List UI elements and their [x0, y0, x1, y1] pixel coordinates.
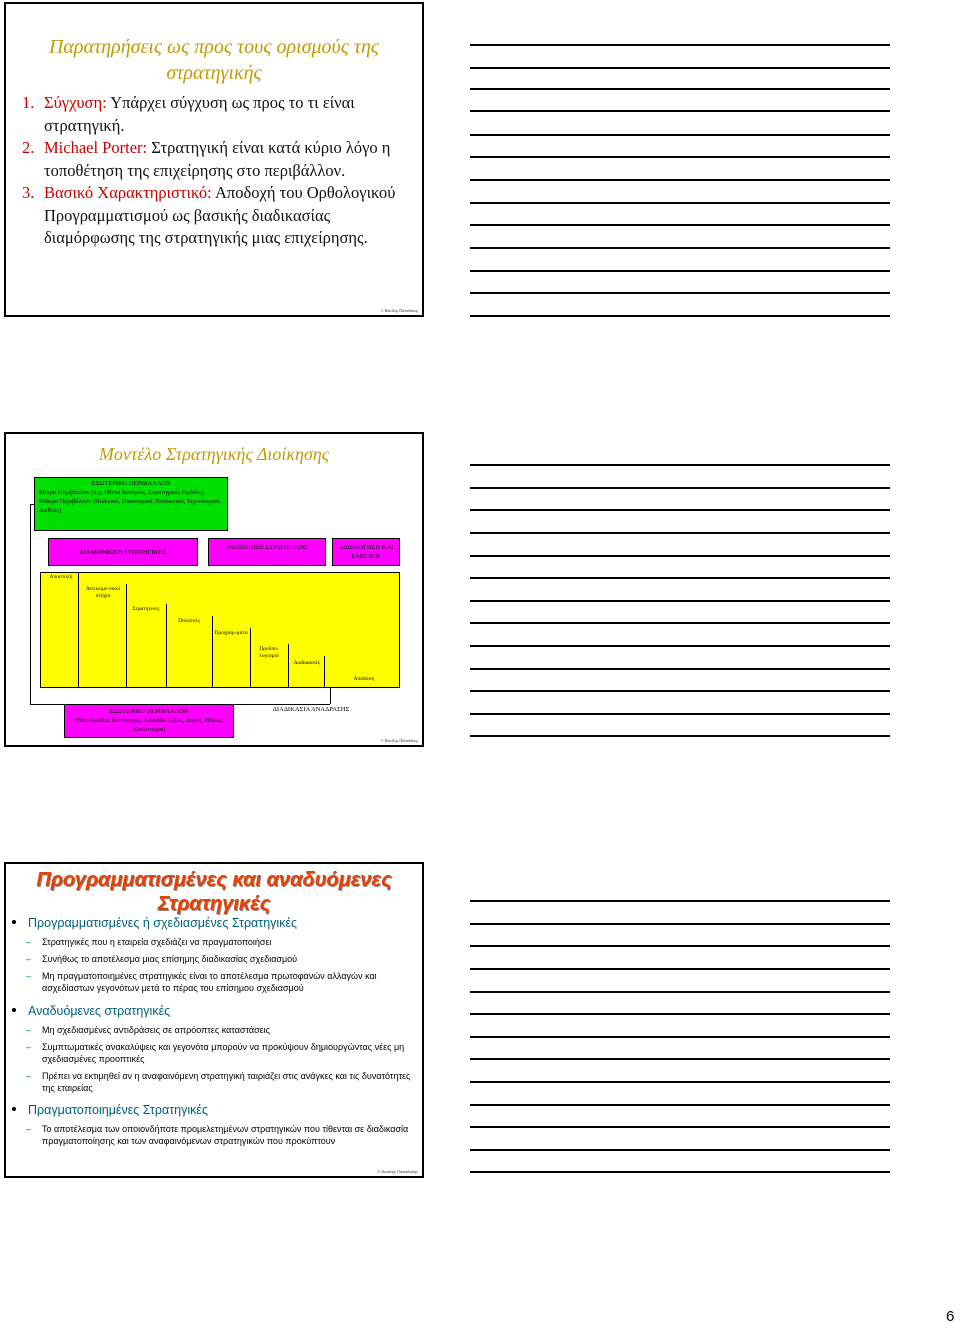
external-env-micro: Μίκρο Περιβάλλον (π.χ. Πέντε δυνάμεις, Στρατηγικές Ομάδες)	[39, 489, 204, 496]
item-number: 1.	[22, 93, 35, 112]
item-text: Στρατηγική είναι κατά κύριο λόγο η τοποθέτηση της επιχείρησης στο περιβάλλον.	[44, 138, 391, 180]
slide-observations	[4, 2, 424, 317]
item-text: Μη σχεδιασμένες αντιδράσεις σε απρόοπτες καταστάσεις	[42, 1025, 271, 1035]
internal-env-detail: (Θεμελιώδεις Ικανότητες, Αλυσίδα Αξίας, Δομές, Πόροι, Κουλτούρα)	[75, 717, 223, 733]
divider	[166, 604, 167, 688]
evaluation-box	[332, 538, 400, 566]
internal-env-heading: ΕΣΩΤΕΡΙΚΟ ΠΕΡΙΒΑΛΛΟΝ	[109, 708, 189, 715]
formulation-box	[48, 538, 198, 566]
list-item	[22, 182, 408, 250]
item-text: Συνήθως το αποτέλεσμα μιας επίσημης διαδικασίας σχεδιασμού	[42, 954, 298, 964]
item-number: 2.	[22, 138, 35, 157]
section-heading	[28, 1103, 208, 1117]
item-text: Υπάρχει σύγχυση ως προς το τι είναι στρατηγική.	[44, 93, 355, 135]
divider	[78, 572, 79, 688]
list-item: – Συμπτωματικές ανακαλύψεις και γεγονότα μπορούν να προκύψουν δημιουργώντας νέες μη σχεδιασμένες προοπτικές	[26, 1042, 405, 1064]
feedback-line	[30, 504, 34, 505]
item-key: Michael Porter:	[44, 138, 148, 157]
formulation-label: ΔΙΑΜΟΡΦΩΣΗ ΣΤΡΑΤΗΓΙΚΗΣ	[79, 549, 167, 556]
feedback-line	[330, 688, 331, 704]
section-heading-text: Αναδυόμενες στρατηγικές	[28, 1004, 171, 1018]
copyright: © Βασίλης Παπαδάκης	[380, 738, 418, 743]
step-procedures: Διαδικασίες	[293, 660, 321, 666]
external-env-heading: ΕΞΩΤΕΡΙΚΟ ΠΕΡΙΒΑΛΛΟΝ	[91, 480, 171, 487]
item-text: Στρατηγικές που η εταιρεία σχεδιάζει να πραγματοποιήσει	[42, 937, 272, 947]
item-text: Αποδοχή του Ορθολογικού Προγραμματισμού ως βασικής διαδικασίας διαμόρφωσης της στρατηγικής μιας επιχείρησης.	[44, 183, 396, 247]
title-line-2: Στρατηγικές	[157, 893, 271, 915]
list-item: – Στρατηγικές που η εταιρεία σχεδιάζει να πραγματοποιήσει	[26, 937, 272, 947]
divider	[212, 616, 213, 688]
feedback-line	[30, 504, 31, 704]
slide-strategic-model	[4, 432, 424, 747]
page-number: 6	[946, 1308, 955, 1325]
copyright: © Βασίλης Παπαδάκης	[380, 308, 418, 313]
step-mission: Αποστολή	[49, 574, 73, 580]
implementation-box	[208, 538, 326, 566]
list-item: – Πρέπει να εκτιμηθεί αν η αναφαινόμενη στρατηγική ταιριάζει στις ανάγκες και τις δυνατότητες της εταιρείας	[26, 1071, 411, 1093]
implementation-label: ΥΛΟΠΟΙΗΣΗ ΣΤΡΑΤΗΓΙΚΗΣ	[226, 544, 308, 551]
step-objectives: Αντικειμε-νικοί στόχοι	[85, 586, 121, 599]
step-budgets: Προϋπο-λογισμοί	[259, 646, 279, 659]
list-item	[22, 137, 408, 182]
external-environment-box	[34, 477, 228, 531]
slide-title	[6, 34, 422, 86]
item-text: Πρέπει να εκτιμηθεί αν η αναφαινόμενη στρατηγική ταιριάζει στις ανάγκες και τις δυνατότητες της εταιρείας	[42, 1071, 411, 1093]
list-item: – Το αποτέλεσμα των οποιονδήποτε προμελετημένων στρατηγικών που τίθενται σε διαδικασία πραγματοποίησης και των αναφαινόμενων στρατηγικών που προκύπτουν	[26, 1124, 409, 1146]
step-performance: Απόδοση	[353, 676, 375, 682]
evaluation-label: ΑΞΙΟΛΟΓΗΣΗ ΚΑΙ ΕΛΕΓΧΟΣ	[338, 544, 394, 560]
list-item	[22, 92, 408, 137]
item-text: Μη πραγματοποιημένες στρατηγικές είναι το αποτέλεσμα πρωτοφανών αλλαγών και ασχεδίαστων γεγονότων μετά το πέρας του επίσημου σχεδιασμού	[42, 971, 377, 993]
title-line-1: Προγραμματισμένες και αναδυόμενες	[36, 869, 392, 891]
item-number: 3.	[22, 183, 35, 202]
title-line-1: Παρατηρήσεις ως προς τους ορισμούς της	[48, 36, 380, 58]
list-item: – Μη σχεδιασμένες αντιδράσεις σε απρόοπτες καταστάσεις	[26, 1025, 271, 1035]
divider	[126, 584, 127, 688]
item-text: Το αποτέλεσμα των οποιονδήποτε προμελετημένων στρατηγικών που τίθενται σε διαδικασία πραγματοποίησης και των αναφαινόμενων στρατηγικών που προκύπτουν	[42, 1124, 409, 1146]
list-item: – Μη πραγματοποιημένες στρατηγικές είναι το αποτέλεσμα πρωτοφανών αλλαγών και ασχεδίαστων γεγονότων μετά το πέρας του επίσημου σχεδιασμού	[26, 971, 377, 993]
section-heading	[28, 916, 297, 930]
section-heading-text: Προγραμματισμένες ή σχεδιασμένες Στρατηγικές	[28, 916, 298, 930]
item-key: Σύγχυση:	[44, 93, 107, 112]
step-policies: Πολιτικές	[178, 618, 200, 624]
slide-planned-emergent	[4, 862, 424, 1178]
step-programs: Προγράμ-ματα	[214, 630, 248, 636]
section-heading	[28, 1004, 170, 1018]
slide-title	[6, 868, 422, 916]
external-env-macro: Μάκρο Περιβάλλον (Πολιτικό, Οικονομικό, Κοινωνικό, Τεχνολογικό, Διεθνές)	[39, 498, 222, 514]
internal-environment-box	[64, 704, 234, 738]
item-text: Συμπτωματικές ανακαλύψεις και γεγονότα μπορούν να προκύψουν δημιουργώντας νέες μη σχεδιασμένες προοπτικές	[42, 1042, 405, 1064]
item-key: Βασικό Χαρακτηριστικό:	[44, 183, 212, 202]
title-line-2: στρατηγικής	[166, 62, 262, 84]
slide-title: Μοντέλο Στρατηγικής Διοίκησης	[98, 444, 330, 464]
section-heading-text: Πραγματοποιημένες Στρατηγικές	[28, 1103, 208, 1117]
observations-list	[22, 92, 408, 250]
step-strategies: Στρατηγικές	[132, 606, 160, 612]
copyright: © Βασίλης Παπαδάκης	[377, 1169, 418, 1174]
list-item: – Συνήθως το αποτέλεσμα μιας επίσημης διαδικασίας σχεδιασμού	[26, 954, 298, 964]
feedback-label: ΔΙΑΔΙΚΑΣΙΑ ΑΝΑΔΡΑΣΗΣ	[272, 706, 350, 713]
